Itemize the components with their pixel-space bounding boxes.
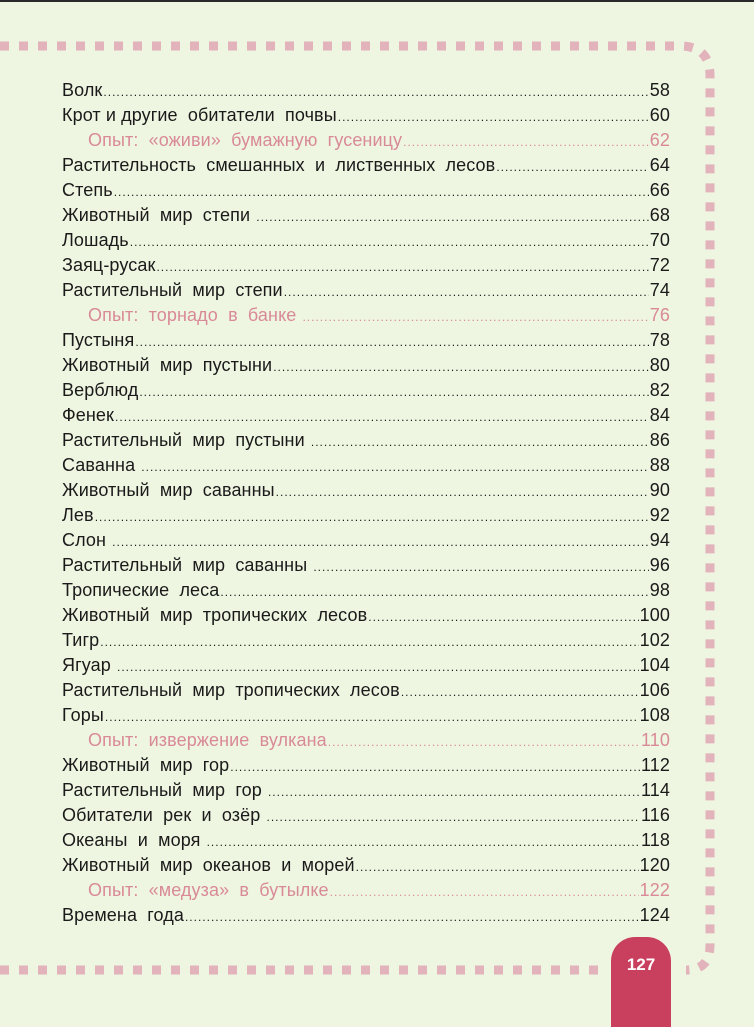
- toc-entry-page: 124: [639, 905, 670, 925]
- toc-entry-title: Тигр: [62, 630, 100, 650]
- toc-entry-title: Растительный мир пустыни: [62, 430, 310, 450]
- toc-entry: [62, 503, 670, 528]
- toc-entry-experiment: [62, 128, 670, 153]
- page-number: 127: [626, 955, 656, 974]
- toc-entry-page: 80: [649, 355, 670, 375]
- toc-entry-title: Волк: [62, 80, 103, 100]
- toc-leader-dots: [330, 880, 639, 905]
- toc-entry-title: Опыт: торнадо в банке: [88, 305, 302, 325]
- toc-entry: [62, 803, 670, 828]
- toc-entry-experiment: [62, 728, 670, 753]
- toc-entry: [62, 703, 670, 728]
- page-number-badge: [611, 937, 671, 1027]
- toc-entry-page: 100: [639, 605, 670, 625]
- toc-leader-dots: [156, 255, 648, 280]
- toc-entry: [62, 478, 670, 503]
- toc-entry-title: Животный мир саванны: [62, 480, 275, 500]
- toc-entry: [62, 653, 670, 678]
- toc-leader-dots: [313, 555, 648, 580]
- toc-leader-dots: [266, 805, 640, 830]
- toc-leader-dots: [276, 480, 649, 505]
- toc-entry-title: Заяц-русак: [62, 255, 156, 275]
- toc-entry: [62, 903, 670, 928]
- toc-entry: [62, 153, 670, 178]
- toc-leader-dots: [130, 230, 649, 255]
- toc-leader-dots: [220, 580, 648, 605]
- toc-leader-dots: [105, 705, 639, 730]
- toc-leader-dots: [368, 605, 638, 630]
- toc-entry: [62, 428, 670, 453]
- toc-leader-dots: [141, 455, 648, 480]
- toc-entry-page: 118: [641, 830, 670, 850]
- toc-entry-page: 116: [641, 805, 670, 825]
- toc-entry: [62, 253, 670, 278]
- toc-entry: [62, 578, 670, 603]
- toc-entry-page: 58: [649, 80, 670, 100]
- toc-leader-dots: [185, 905, 639, 930]
- toc-entry-page: 94: [649, 530, 670, 550]
- toc-leader-dots: [114, 180, 649, 205]
- toc-entry-page: 84: [649, 405, 670, 425]
- toc-entry-title: Верблюд: [62, 380, 139, 400]
- toc-entry-page: 62: [649, 130, 670, 150]
- table-of-contents: [62, 78, 670, 928]
- toc-entry-page: 108: [639, 705, 670, 725]
- toc-entry-title: Горы: [62, 705, 104, 725]
- toc-leader-dots: [95, 505, 649, 530]
- toc-entry-page: 82: [649, 380, 670, 400]
- toc-leader-dots: [112, 530, 649, 555]
- toc-entry-title: Лошадь: [62, 230, 129, 250]
- toc-entry-title: Слон: [62, 530, 112, 550]
- toc-entry-page: 76: [649, 305, 670, 325]
- toc-entry-title: Растительный мир тропических лесов: [62, 680, 400, 700]
- toc-leader-dots: [268, 780, 640, 805]
- toc-entry-page: 96: [649, 555, 670, 575]
- toc-entry-page: 86: [649, 430, 670, 450]
- toc-entry: [62, 753, 670, 778]
- toc-entry-title: Опыт: извержение вулкана: [88, 730, 327, 750]
- toc-entry: [62, 678, 670, 703]
- toc-entry-title: Обитатели рек и озёр: [62, 805, 266, 825]
- toc-leader-dots: [328, 730, 640, 755]
- toc-entry-page: 68: [649, 205, 670, 225]
- toc-entry-experiment: [62, 303, 670, 328]
- toc-entry-page: 70: [649, 230, 670, 250]
- toc-entry-page: 120: [639, 855, 670, 875]
- toc-entry-title: Крот и другие обитатели почвы: [62, 105, 337, 125]
- toc-entry: [62, 453, 670, 478]
- toc-entry-title: Опыт: «оживи» бумажную гусеницу: [88, 130, 403, 150]
- toc-entry-page: 110: [641, 730, 670, 750]
- toc-entry-title: Пустыня: [62, 330, 135, 350]
- toc-entry-title: Саванна: [62, 455, 141, 475]
- toc-leader-dots: [284, 280, 649, 305]
- toc-leader-dots: [496, 155, 648, 180]
- toc-entry: [62, 353, 670, 378]
- toc-entry-title: Океаны и моря: [62, 830, 206, 850]
- toc-entry: [62, 853, 670, 878]
- toc-entry: [62, 78, 670, 103]
- toc-entry-title: Времена года: [62, 905, 184, 925]
- toc-entry: [62, 228, 670, 253]
- toc-entry: [62, 278, 670, 303]
- toc-entry: [62, 828, 670, 853]
- toc-entry-title: Ягуар: [62, 655, 116, 675]
- toc-entry-title: Животный мир океанов и морей: [62, 855, 355, 875]
- toc-leader-dots: [135, 330, 648, 355]
- toc-entry-title: Фенек: [62, 405, 115, 425]
- toc-entry-page: 90: [649, 480, 670, 500]
- toc-entry: [62, 378, 670, 403]
- toc-entry-title: Тропические леса: [62, 580, 220, 600]
- toc-entry-page: 92: [649, 505, 670, 525]
- toc-entry: [62, 203, 670, 228]
- toc-leader-dots: [100, 630, 638, 655]
- toc-entry: [62, 628, 670, 653]
- toc-entry: [62, 328, 670, 353]
- toc-entry-page: 102: [639, 630, 670, 650]
- toc-entry-page: 106: [639, 680, 670, 700]
- toc-entry-page: 64: [649, 155, 670, 175]
- toc-leader-dots: [311, 430, 649, 455]
- toc-entry-title: Растительность смешанных и лиственных лесов: [62, 155, 496, 175]
- toc-entry: [62, 103, 670, 128]
- toc-leader-dots: [256, 205, 649, 230]
- toc-entry-page: 122: [639, 880, 670, 900]
- toc-entry-page: 60: [649, 105, 670, 125]
- toc-leader-dots: [273, 355, 649, 380]
- toc-entry-title: Растительный мир гор: [62, 780, 267, 800]
- toc-entry: [62, 528, 670, 553]
- toc-entry: [62, 603, 670, 628]
- toc-leader-dots: [103, 80, 648, 105]
- toc-entry-page: 88: [649, 455, 670, 475]
- toc-entry-title: Степь: [62, 180, 113, 200]
- toc-entry-title: Опыт: «медуза» в бутылке: [88, 880, 329, 900]
- toc-entry-experiment: [62, 878, 670, 903]
- toc-entry-page: 74: [649, 280, 670, 300]
- toc-leader-dots: [302, 305, 648, 330]
- toc-entry-title: Животный мир тропических лесов: [62, 605, 368, 625]
- toc-entry: [62, 178, 670, 203]
- toc-entry-title: Растительный мир степи: [62, 280, 283, 300]
- toc-leader-dots: [401, 680, 639, 705]
- toc-leader-dots: [139, 380, 648, 405]
- toc-entry-page: 112: [641, 755, 670, 775]
- toc-entry-title: Лев: [62, 505, 94, 525]
- toc-entry-page: 72: [649, 255, 670, 275]
- toc-entry-page: 104: [639, 655, 670, 675]
- toc-entry-title: Растительный мир саванны: [62, 555, 313, 575]
- toc-entry-page: 78: [649, 330, 670, 350]
- toc-leader-dots: [403, 130, 649, 155]
- toc-leader-dots: [338, 105, 649, 130]
- toc-entry-page: 114: [641, 780, 670, 800]
- toc-entry: [62, 403, 670, 428]
- toc-leader-dots: [356, 855, 639, 880]
- toc-leader-dots: [230, 755, 640, 780]
- toc-entry-title: Животный мир гор: [62, 755, 230, 775]
- toc-entry-page: 98: [649, 580, 670, 600]
- toc-entry: [62, 553, 670, 578]
- toc-entry-page: 66: [649, 180, 670, 200]
- toc-entry-title: Животный мир пустыни: [62, 355, 273, 375]
- toc-leader-dots: [115, 405, 649, 430]
- toc-entry-title: Животный мир степи: [62, 205, 256, 225]
- toc-leader-dots: [207, 830, 640, 855]
- toc-leader-dots: [117, 655, 639, 680]
- toc-entry: [62, 778, 670, 803]
